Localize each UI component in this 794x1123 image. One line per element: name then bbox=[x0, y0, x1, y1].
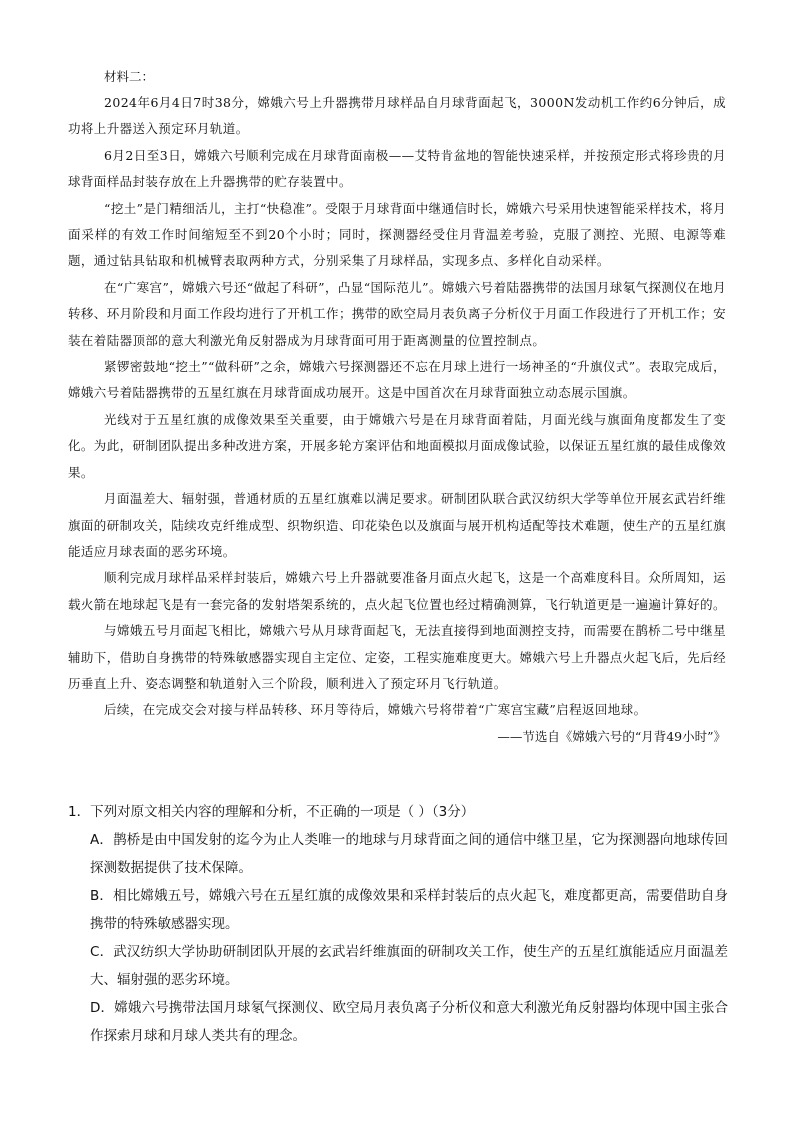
material-paragraph: 后续，在完成交会对接与样品转移、环月等待后，嫦娥六号将带着“广寒宫宝藏”启程返回地球。 bbox=[104, 702, 647, 718]
material-paragraph: “挖土”是门精细活儿，主打“快稳准”。受限于月球背面中继通信时长，嫦娥六号采用快速智能采样技术，将月面采样的有效工作时间缩短至不到20个小时；同时，探测器经受住月背温差考验，克服了测控、光照、电源等难题，通过钻具钻取和机械臂表取两种方式，分别采集了月球样品，实现多点、多样化自动采样。 bbox=[68, 200, 726, 269]
material-paragraph: 在“广寒宫”，嫦娥六号还“做起了科研”，凸显“国际范儿”。嫦娥六号着陆器携带的法国月球氡气探测仪在地月转移、环月阶段和月面工作段均进行了开机工作；携带的欧空局月表负离子分析仪于月面工作段进行了开机工作；安装在着陆器顶部的意大利激光角反射器成为月球背面可用于距离测量的位置控制点。 bbox=[68, 279, 726, 348]
option-b[interactable]: B．相比嫦娥五号，嫦娥六号在五星红旗的成像效果和采样封装后的点火起飞，难度都更高，需要借助自身携带的特殊敏感器实现。 bbox=[90, 888, 728, 932]
material-paragraph: 月面温差大、辐射强，普通材质的五星红旗难以满足要求。研制团队联合武汉纺织大学等单位开展玄武岩纤维旗面的研制攻关，陆续攻克纤维成型、织物织造、印花染色以及旗面与展开机构适配等技术难题，使生产的五星红旗能适应月球表面的恶劣环境。 bbox=[68, 491, 726, 559]
option-c[interactable]: C．武汉纺织大学协助研制团队开展的玄武岩纤维旗面的研制攻关工作，使生产的五星红旗能适应月面温差大、辐射强的恶劣环境。 bbox=[90, 944, 728, 988]
question-stem: 1．下列对原文相关内容的理解和分析，不正确的一项是（ ）（3分） bbox=[68, 804, 475, 820]
material-source: ——节选自《嫦娥六号的“月背49小时”》 bbox=[497, 728, 726, 744]
material-paragraph: 与嫦娥五号月面起飞相比，嫦娥六号从月球背面起飞，无法直接得到地面测控支持，而需要在鹊桥二号中继星辅助下，借助自身携带的特殊敏感器实现自主定位、定姿，工程实施难度更大。嫦娥六号上升器点火起飞后，先后经历垂直上升、姿态调整和轨道射入三个阶段，顺利进入了预定环月飞行轨道。 bbox=[68, 623, 726, 691]
material-title: 材料二： bbox=[104, 69, 155, 84]
question-1 bbox=[68, 798, 728, 1050]
option-a[interactable]: A．鹊桥是由中国发射的迄今为止人类唯一的地球与月球背面之间的通信中继卫星，它为探测器向地球传回探测数据提供了技术保障。 bbox=[90, 832, 728, 876]
material-paragraph: 紧锣密鼓地“挖土”“做科研”之余，嫦娥六号探测器还不忘在月球上进行一场神圣的“升旗仪式”。表取完成后，嫦娥六号着陆器携带的五星红旗在月球背面成功展开。这是中国首次在月球背面独立动态展示国旗。 bbox=[68, 359, 726, 401]
material-paragraph: 6月2日至3日，嫦娥六号顺利完成在月球背面南极——艾特肯盆地的智能快速采样，并按预定形式将珍贵的月球背面样品封装存放在上升器携带的贮存装置中。 bbox=[68, 147, 726, 190]
reading-material bbox=[68, 64, 726, 750]
material-paragraph: 2024年6月4日7时38分，嫦娥六号上升器携带月球样品自月球背面起飞，3000N发动机工作约6分钟后，成功将上升器送入预定环月轨道。 bbox=[68, 95, 726, 137]
material-paragraph: 光线对于五星红旗的成像效果至关重要，由于嫦娥六号是在月球背面着陆，月面光线与旗面角度都发生了变化。为此，研制团队提出多种改进方案，开展多轮方案评估和地面模拟月面成像试验，以保证五星红旗的最佳成像效果。 bbox=[68, 411, 726, 480]
material-paragraph: 顺利完成月球样品采样封装后，嫦娥六号上升器就要准备月面点火起飞，这是一个高难度科目。众所周知，运载火箭在地球起飞是有一套完备的发射塔架系统的，点火起飞位置也经过精确测算，飞行轨道更是一遍遍计算好的。 bbox=[68, 570, 726, 612]
option-d[interactable]: D．嫦娥六号携带法国月球氡气探测仪、欧空局月表负离子分析仪和意大利激光角反射器均体现中国主张合作探索月球和月球人类共有的理念。 bbox=[90, 1000, 728, 1044]
